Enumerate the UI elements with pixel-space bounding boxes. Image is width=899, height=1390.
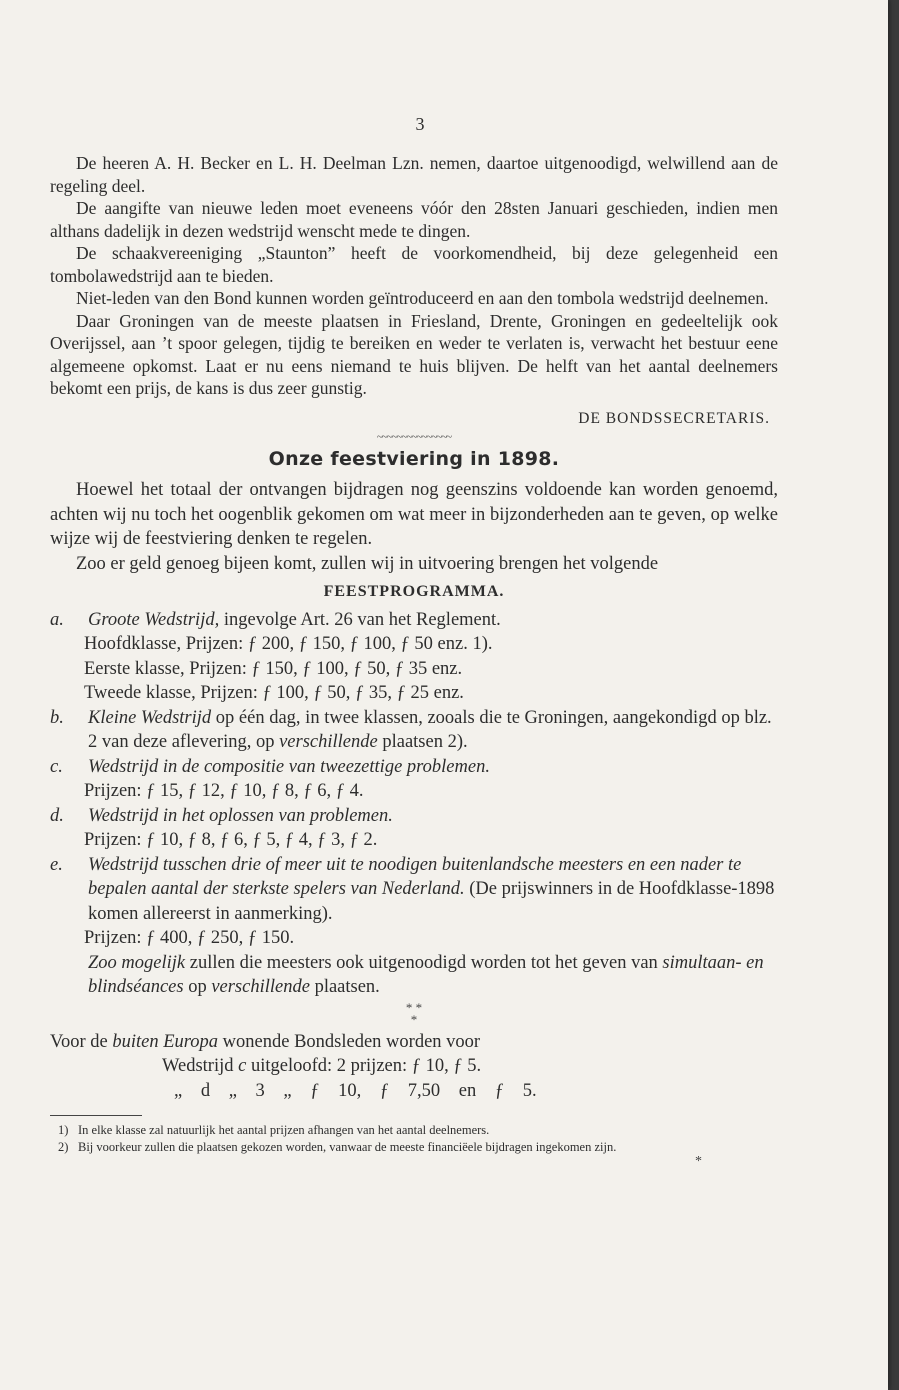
item-title: Kleine Wedstrijd: [88, 707, 212, 728]
festivity-section: [50, 478, 778, 1103]
item-text: (De prijswinners in de Hoofdklasse-1898 komen allereerst in aanmerking).: [88, 879, 775, 924]
item-title: Wedstrijd tusschen drie of meer uit te noodigen buitenlandsche meesters en een nader te bepalen aantal der sterkste spelers van Nederland.: [88, 854, 742, 899]
text-segment: Voor de: [50, 1031, 113, 1052]
section-heading: Onze feestviering in 1898.: [268, 448, 560, 470]
overseas-members-line: [50, 1030, 778, 1055]
prize-line: Tweede klasse, Prijzen: ƒ 100, ƒ 50, ƒ 35, ƒ 25 enz.: [84, 683, 464, 703]
programme-item-a: [50, 608, 778, 633]
wedstrijd-line-d: „ d „ 3 „ ƒ 10, ƒ 7,50 en ƒ 5.: [174, 1080, 537, 1101]
item-label: e.: [50, 854, 63, 875]
item-text: plaatsen 2).: [377, 732, 468, 752]
text-emphasis: c: [238, 1056, 247, 1076]
footnote: [50, 1139, 778, 1156]
note-text: op: [183, 977, 212, 997]
paragraph: Zoo er geld genoeg bijeen komt, zullen wij in uitvoering brengen het volgende: [76, 553, 659, 574]
item-label: d.: [50, 805, 64, 826]
page-body: [50, 152, 778, 1168]
wedstrijd-line-c: [50, 1054, 778, 1079]
footnote-text: In elke klasse zal natuurlijk het aantal prijzen afhangen van het aantal deelnemers.: [78, 1123, 490, 1137]
footnote: [50, 1122, 778, 1139]
paragraph: Hoewel het totaal der ontvangen bijdragen nog geenszins voldoende kan worden genoemd, achten wij nu toch het oogenblik gekomen om wat meer in bijzonderheden aan te geven, op welke wijze wij de feestviering denken te regelen.: [50, 480, 778, 549]
signature: DE BONDSSECRETARIS.: [578, 409, 770, 427]
item-text: ingevolge Art. 26 van het Reglement.: [219, 609, 501, 630]
item-text: op één dag, in twee klassen, zooals die te Groningen, aangekondigd op blz. 2 van deze aflevering, op: [88, 707, 772, 752]
paragraph: De schaakvereeniging „Staunton” heeft de voorkomendheid, bij deze gelegenheid een tombolawedstrijd aan te bieden.: [50, 243, 778, 286]
text-segment: uitgeloofd: 2 prijzen: ƒ 10, ƒ 5.: [246, 1056, 482, 1076]
programme-item-c: [50, 755, 778, 780]
paragraph: De aangifte van nieuwe leden moet eveneens vóór den 28sten Januari geschieden, indien men althans dadelijk in dezen wedstrijd wenscht mede te dingen.: [50, 198, 778, 241]
prize-line: Prijzen: ƒ 10, ƒ 8, ƒ 6, ƒ 5, ƒ 4, ƒ 3, ƒ 2.: [84, 830, 378, 850]
item-label: c.: [50, 756, 63, 777]
programme-item-e: [50, 853, 778, 927]
paragraph: Daar Groningen van de meeste plaatsen in Friesland, Drente, Groningen en gedeeltelijk ook Overijssel, aan ’t spoor gelegen, tijdig te bereiken en weder te verlaten is, verwacht het bestuur eene algemeene opkomst. Laat er nu eens niemand te huis blijven. De helft van het aantal deelnemers bekomt een prijs, de kans is dus zeer gunstig.: [50, 310, 778, 398]
note-text: zullen die meesters ook uitgenoodigd worden tot het geven van: [185, 952, 663, 973]
item-label: b.: [50, 707, 64, 728]
programme-title: FEESTPROGRAMMA.: [323, 583, 505, 600]
paragraph: Niet-leden van den Bond kunnen worden geïntroduceerd en aan den tombola wedstrijd deelnemen.: [76, 288, 769, 308]
note-emphasis: simultaan- en blindséances: [88, 952, 764, 997]
item-title: Groote Wedstrijd,: [88, 609, 220, 630]
footnote-number: 1): [58, 1123, 69, 1137]
prize-line: Prijzen: ƒ 400, ƒ 250, ƒ 150.: [84, 928, 295, 948]
ornament-divider: ~~~~~~~~~~~~~~~: [376, 431, 452, 443]
item-title: Wedstrijd in de compositie van tweezettige problemen.: [88, 756, 490, 777]
prize-line: Prijzen: ƒ 15, ƒ 12, ƒ 10, ƒ 8, ƒ 6, ƒ 4.: [84, 781, 364, 801]
item-emphasis: verschillende: [279, 732, 378, 752]
text-segment: Wedstrijd: [162, 1056, 239, 1076]
note-emphasis: Zoo mogelijk: [88, 952, 186, 973]
item-title: Wedstrijd in het oplossen van problemen.: [88, 805, 393, 826]
note-text: plaatsen.: [309, 977, 380, 997]
programme-item-d: [50, 804, 778, 829]
note-emphasis: verschillende: [211, 977, 310, 997]
text-segment: wonende Bondsleden worden voor: [218, 1031, 481, 1052]
prize-line: Eerste klasse, Prijzen: ƒ 150, ƒ 100, ƒ 50, ƒ 35 enz.: [84, 658, 463, 679]
programme-item-b: [50, 706, 778, 755]
asterism: * * *: [405, 999, 423, 1027]
item-label: a.: [50, 609, 64, 630]
footnote-rule: [50, 1115, 142, 1116]
text-emphasis: buiten Europa: [112, 1031, 219, 1052]
signature-mark: *: [695, 1154, 702, 1169]
masters-note: [50, 951, 778, 1000]
footnote-text: Bij voorkeur zullen die plaatsen gekozen worden, vanwaar de meeste financiëele bijdragen ingekomen zijn.: [78, 1140, 617, 1154]
footnote-number: 2): [58, 1140, 69, 1154]
paragraph: De heeren A. H. Becker en L. H. Deelman Lzn. nemen, daartoe uitgenoodigd, welwillend aan de regeling deel.: [50, 153, 778, 196]
page-number: 3: [415, 114, 425, 134]
prize-line: Hoofdklasse, Prijzen: ƒ 200, ƒ 150, ƒ 100, ƒ 50 enz. 1).: [84, 634, 493, 654]
